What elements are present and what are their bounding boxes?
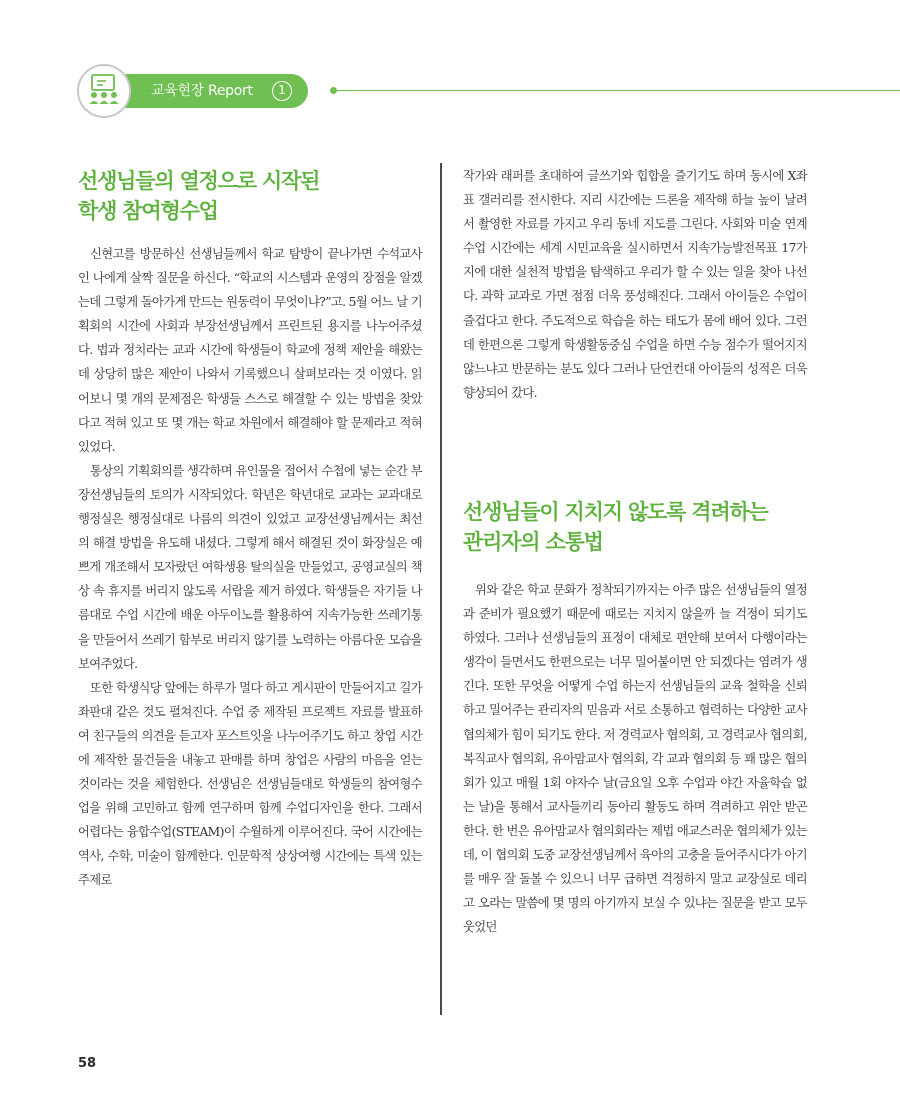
report-label: 교육현장 Report <box>151 83 253 99</box>
header-rule <box>337 90 900 91</box>
section-body-2 <box>463 578 807 939</box>
report-number: 1 <box>272 81 292 101</box>
paragraph: 통상의 기획회의를 생각하며 유인물을 접어서 수첩에 넣는 순간 부장선생님들의 토의가 시작되었다. 학년은 학년대로 교과는 교과대로 행정실은 행정실대로 나름의 의견이 있었고 교장선생님께서는 최선의 해결 방법을 유도해 내셨다. 그렇게 해서 해결된 것이 화장실은 예쁘게 개조해서 모자랐던 여학생용 탈의실을 만들었고, 공영교실의 책상 속 휴지를 버리지 않도록 서랍을 제거 하였다. 학생들은 자기들 나름대로 수업 시간에 배운 아두이노를 활용하여 지속가능한 쓰레기통을 만들어서 쓰레기 함부로 버리지 않기를 노력하는 아름다운 모습을 보여주었다. <box>78 463 422 671</box>
page-number: 58 <box>78 1056 97 1071</box>
section-title-1: 선생님들의 열정으로 시작된 학생 참여형수업 <box>78 169 320 223</box>
column-divider <box>440 163 442 1015</box>
right-column-continuation <box>463 164 807 405</box>
report-badge <box>110 74 308 108</box>
report-logo <box>77 64 131 118</box>
paragraph: 신현고를 방문하신 선생님들께서 학교 탐방이 끝나가면 수석교사인 나에게 살짝 질문을 하신다. “학교의 시스템과 운영의 장점을 알겠는데 그렇게 돌아가게 만드는 원동력이 무엇이냐?”고. 5월 어느 날 기획회의 시간에 사회과 부장선생님께서 프린트된 용지를 나누어주셨다. 법과 정치라는 교과 시간에 학생들이 학교에 정책 제안을 해왔는데 상당히 많은 제안이 나와서 기록했으니 살펴보라는 것 이였다. 읽어보니 몇 개의 문제점은 학생들 스스로 해결할 수 있는 방법을 찾았다고 적혀 있고 또 몇 개는 학교 차원에서 해결해야 할 문제라고 적혀 있었다. <box>78 247 422 454</box>
paragraph: 위와 같은 학교 문화가 정착되기까지는 아주 많은 선생님들의 열정과 준비가 필요했기 때문에 때로는 지치지 않을까 늘 걱정이 되기도 하였다. 그러나 선생님들의 표정이 대체로 편안해 보여서 다행이라는 생각이 들면서도 한편으로는 너무 밀어붙이면 안 되겠다는 염려가 생긴다. 또한 무엇을 어떻게 수업 하는지 선생님들의 교육 철학을 신뢰하고 밀어주는 관리자의 믿음과 서로 소통하고 협력하는 다양한 교사협의체가 힘이 되기도 한다. 저 경력교사 협의회, 고 경력교사 협의회, 복직교사 협의회, 유아맘교사 협의회, 각 교과 협의회 등 꽤 많은 협의회가 있고 매월 1회 야자수 날(금요일 오후 수업과 야간 자율학습 없는 날)을 통해서 교사들끼리 동아리 활동도 하며 격려하고 위안 받곤 한다. 한 번은 유아맘교사 협의회라는 제법 애교스러운 협의체가 있는데, 이 협의회 도중 교장선생님께서 육아의 고충을 들어주시다가 아기를 매우 잘 돌볼 수 있으니 너무 급하면 걱정하지 말고 교장실로 데리고 오라는 말씀에 몇 명의 아기까지 보실 수 있냐는 질문을 받고 모두 웃었던 <box>463 583 807 935</box>
header-dot <box>330 87 337 94</box>
section-body-1 <box>78 242 422 893</box>
section-title-2: 선생님들이 지치지 않도록 격려하는 관리자의 소통법 <box>463 500 768 554</box>
teacher-students-icon <box>86 71 122 111</box>
paragraph: 작가와 래퍼를 초대하여 글쓰기와 힙합을 즐기기도 하며 동시에 X좌표 갤러리를 전시한다. 지리 시간에는 드론을 제작해 하늘 높이 날려서 촬영한 자료를 가지고 우리 동네 지도를 그린다. 사회와 미술 연계 수업 시간에는 세계 시민교육을 실시하면서 지속가능발전목표 17가지에 대한 실천적 방법을 탐색하고 우리가 할 수 있는 일을 찾아 나선다. 과학 교과로 가면 점점 더욱 풍성해진다. 그래서 아이들은 수업이 즐겁다고 한다. 주도적으로 학습을 하는 태도가 몸에 배어 있다. 그런데 한편으론 그렇게 학생활동중심 수업을 하면 수능 점수가 떨어지지 않느냐고 반문하는 분도 있다 그러나 단언컨대 아이들의 성적은 더욱 향상되어 갔다. <box>463 169 807 400</box>
paragraph: 또한 학생식당 앞에는 하루가 멀다 하고 게시판이 만들어지고 길가 좌판대 같은 것도 펼쳐진다. 수업 중 제작된 프로젝트 자료를 발표하여 친구들의 의견을 듣고자 포스트잇을 나누어주기도 하고 창업 시간에 제작한 물건들을 내놓고 판매를 하며 창업은 사람의 마음을 얻는 것이라는 것을 체험한다. 선생님은 선생님들대로 학생들의 참여형수업을 위해 고민하고 함께 연구하며 함께 수업디자인을 한다. 그래서 어렵다는 융합수업(STEAM)이 수월하게 이루어진다. 국어 시간에는 역사, 수학, 미술이 함께한다. 인문학적 상상여행 시간에는 특색 있는 주제로 <box>78 680 422 888</box>
